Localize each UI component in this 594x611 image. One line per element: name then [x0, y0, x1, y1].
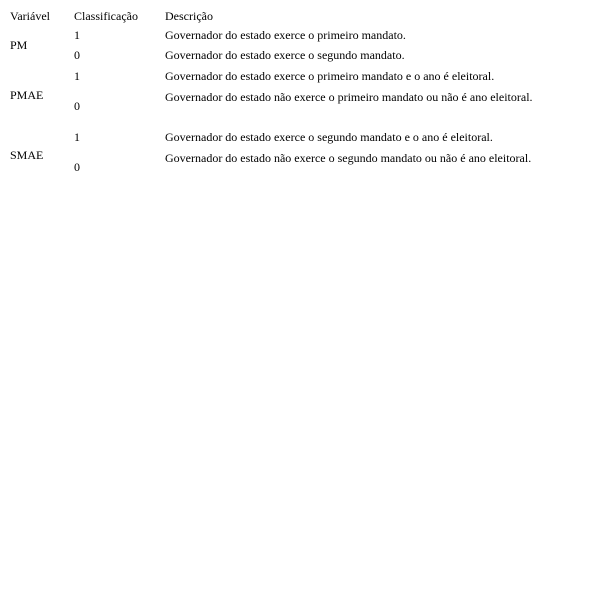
classification-value: 1: [74, 28, 80, 42]
table-row: [10, 128, 570, 149]
description-text: Governador do estado não exerce o segundo mandato ou não é ano eleitoral.: [165, 151, 532, 165]
description-text: Governador do estado exerce o primeiro mandato.: [165, 28, 406, 42]
table-row: [10, 26, 570, 46]
header-variable: Variável: [10, 9, 50, 23]
variable-name: PM: [10, 38, 28, 52]
group-smae: [10, 128, 570, 189]
table-row: [10, 149, 570, 189]
variable-name: SMAE: [10, 148, 44, 162]
table-header: [10, 5, 570, 26]
table-row: [10, 88, 570, 128]
table-row: [10, 46, 570, 67]
classification-value: 0: [74, 48, 80, 62]
variable-table: [10, 5, 570, 189]
description-text: Governador do estado não exerce o primeiro mandato ou não é ano eleitoral.: [165, 90, 533, 104]
classification-value: 0: [74, 99, 80, 113]
description-text: Governador do estado exerce o segundo mandato e o ano é eleitoral.: [165, 130, 493, 144]
group-pm: [10, 26, 570, 67]
description-text: Governador do estado exerce o primeiro mandato e o ano é eleitoral.: [165, 69, 495, 83]
header-description: Descrição: [165, 9, 213, 23]
variable-name: PMAE: [10, 88, 44, 102]
description-text: Governador do estado exerce o segundo mandato.: [165, 48, 405, 62]
classification-value: 1: [74, 69, 80, 83]
header-classification: Classificação: [74, 9, 138, 23]
classification-value: 0: [74, 160, 80, 174]
classification-value: 1: [74, 130, 80, 144]
group-pmae: [10, 67, 570, 128]
table-row: [10, 67, 570, 88]
